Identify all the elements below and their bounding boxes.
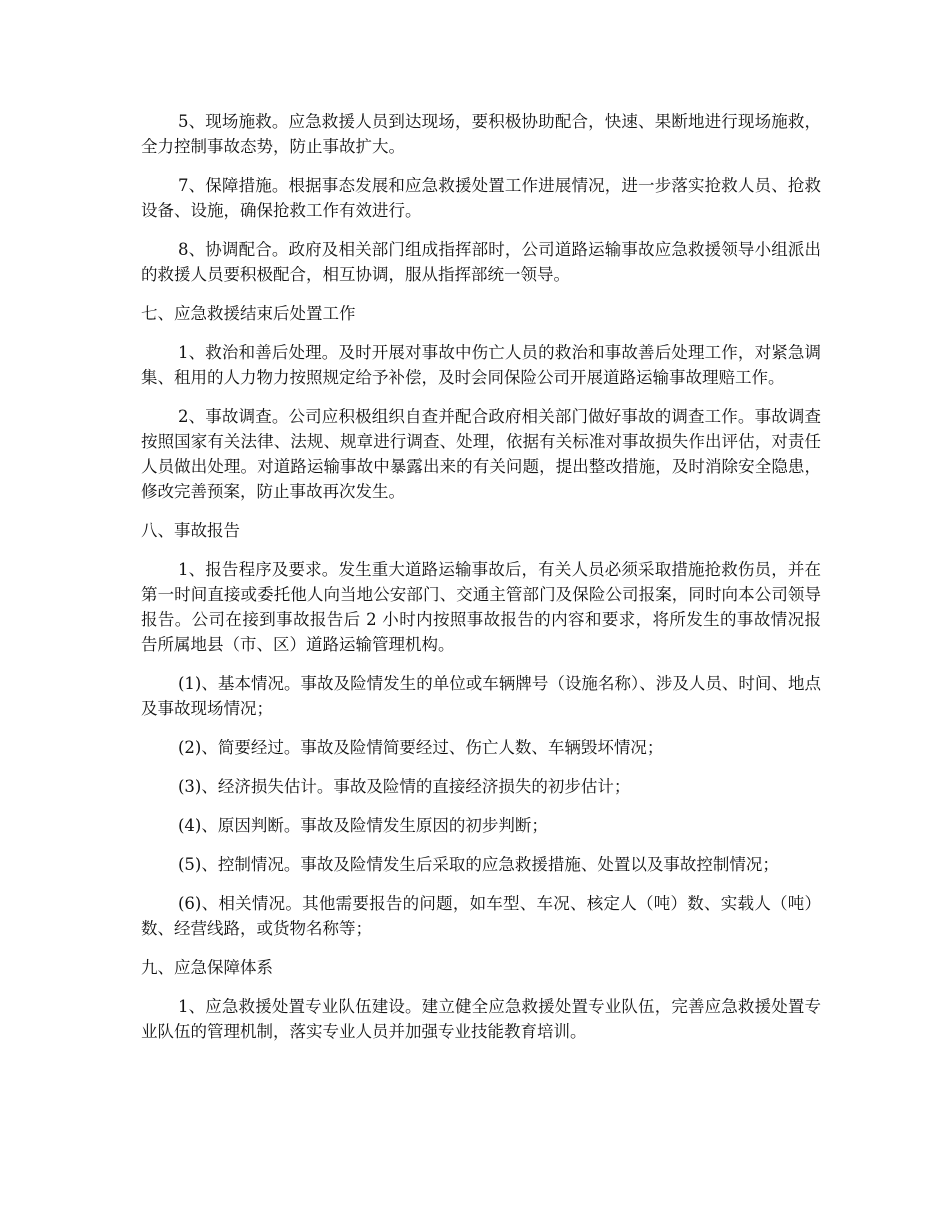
paragraph-treatment-aftermath: 1、救治和善后处理。及时开展对事故中伤亡人员的救治和事故善后处理工作，对紧急调集、租用的人力物力按照规定给予补偿，及时会同保险公司开展道路运输事故理赔工作。: [141, 343, 821, 387]
paragraph-cause-judgment: (4)、原因判断。事故及险情发生原因的初步判断；: [178, 816, 548, 835]
paragraph-report-procedure: 1、报告程序及要求。发生重大道路运输事故后，有关人员必须采取措施抢救伤员，并在第一时间直接或委托他人向当地公安部门、交通主管部门及保险公司报案，同时向本公司领导报告。公司在接到事故报告后 2 小时内按照事故报告的内容和要求，将所发生的事故情况报告所属地县（市、区）道路运输管理机构。: [141, 560, 821, 654]
section-heading-emergency-support: 九、应急保障体系: [141, 958, 273, 977]
paragraph-safeguard-measures: 7、保障措施。根据事态发展和应急救援处置工作进展情况，进一步落实抢救人员、抢救设备、设施，确保抢救工作有效进行。: [141, 176, 821, 220]
paragraph-basic-situation: (1)、基本情况。事故及险情发生的单位或车辆牌号（设施名称）、涉及人员、时间、地点及事故现场情况；: [141, 674, 821, 718]
section-heading-post-rescue: 七、应急救援结束后处置工作: [141, 304, 356, 323]
document-page: [141, 109, 821, 1058]
paragraph-control-situation: (5)、控制情况。事故及险情发生后采取的应急救援措施、处置以及事故控制情况；: [178, 855, 779, 874]
paragraph-team-building: 1、应急救援处置专业队伍建设。建立健全应急救援处置专业队伍，完善应急救援处置专业队伍的管理机制，落实专业人员并加强专业技能教育培训。: [141, 997, 821, 1041]
paragraph-related-situation: (6)、相关情况。其他需要报告的问题，如车型、车况、核定人（吨）数、实载人（吨）数、经营线路，或货物名称等；: [141, 894, 821, 938]
section-heading-accident-report: 八、事故报告: [141, 521, 240, 540]
paragraph-coordination: 8、协调配合。政府及相关部门组成指挥部时，公司道路运输事故应急救援领导小组派出的救援人员要积极配合，相互协调，服从指挥部统一领导。: [141, 240, 821, 284]
paragraph-accident-investigation: 2、事故调查。公司应积极组织自查并配合政府相关部门做好事故的调查工作。事故调查按照国家有关法律、法规、规章进行调查、处理，依据有关标准对事故损失作出评估，对责任人员做出处理。对道路运输事故中暴露出来的有关问题，提出整改措施，及时消除安全隐患，修改完善预案，防止事故再次发生。: [141, 407, 821, 501]
paragraph-on-site-rescue: 5、现场施救。应急救援人员到达现场，要积极协助配合，快速、果断地进行现场施救，全力控制事故态势，防止事故扩大。: [141, 112, 821, 156]
paragraph-brief-process: (2)、简要经过。事故及险情简要经过、伤亡人数、车辆毁坏情况；: [178, 738, 664, 757]
paragraph-economic-loss: (3)、经济损失估计。事故及险情的直接经济损失的初步估计；: [178, 777, 631, 796]
